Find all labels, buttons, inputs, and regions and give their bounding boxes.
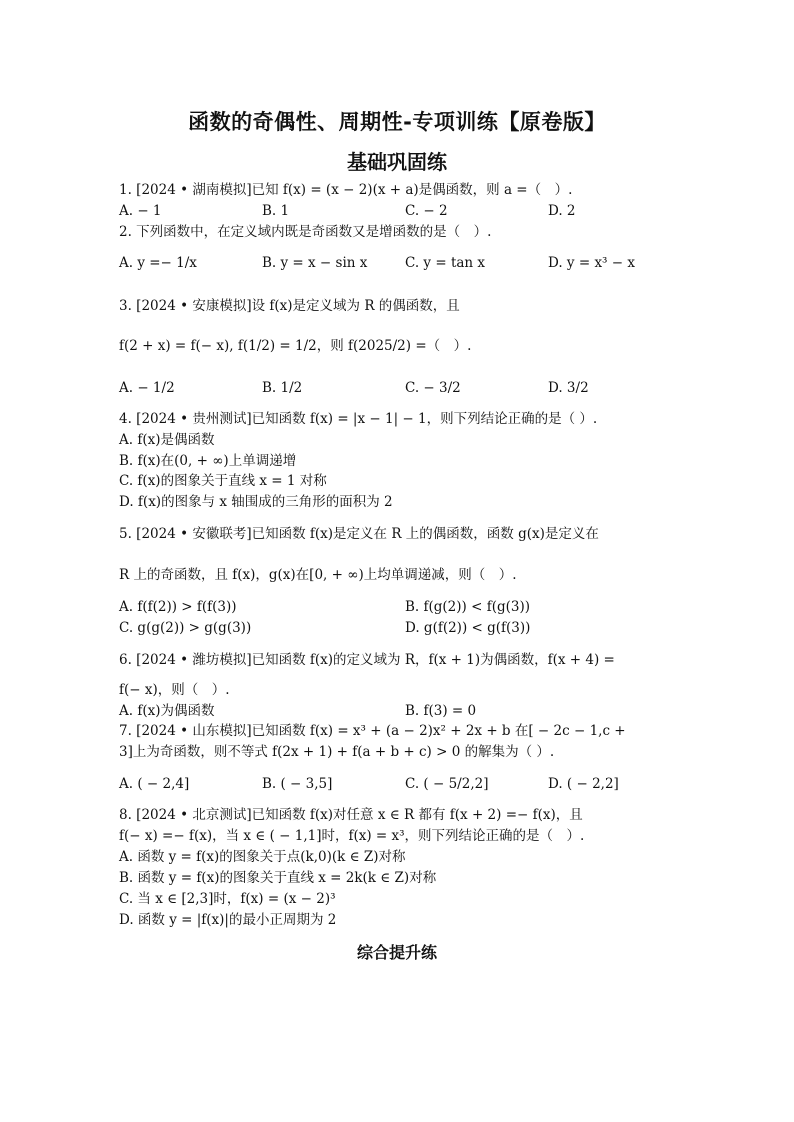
question-8-option-a: A. 函数 y = f(x)的图象关于点(k,0)(k ∈ Z)对称	[119, 849, 406, 865]
section-title-advanced: 综合提升练	[356, 943, 437, 962]
question-6-stem-line-2: f(− x)，则（ ）.	[119, 682, 230, 698]
question-4-option-b: B. f(x)在(0, + ∞)上单调递增	[119, 453, 297, 469]
page-title: 函数的奇偶性、周期性-专项训练【原卷版】	[188, 110, 606, 134]
question-1-option-c: C. − 2	[405, 203, 448, 219]
question-3-option-b: B. 1/2	[262, 380, 303, 396]
question-7-option-b: B. ( − 3,5]	[262, 776, 333, 792]
question-1-option-b: B. 1	[262, 203, 290, 219]
section-title-basic: 基础巩固练	[347, 150, 447, 174]
question-1-stem: 1. [2024 • 湖南模拟]已知 f(x) = (x − 2)(x + a)是偶函数，则 a =（ ）.	[119, 182, 573, 198]
question-7-option-c: C. ( − 5/2,2]	[405, 776, 489, 792]
question-6-option-a: A. f(x)为偶函数	[119, 703, 215, 719]
question-7-stem-line-1: 7. [2024 • 山东模拟]已知函数 f(x) = x³ + (a − 2)x² + 2x + b 在[ − 2c − 1,c +	[119, 723, 626, 739]
question-2-option-d: D. y = x³ − x	[548, 255, 635, 271]
question-5-stem-line-1: 5. [2024 • 安徽联考]已知函数 f(x)是定义在 R 上的偶函数，函数 g(x)是定义在	[119, 526, 599, 542]
question-5-option-d: D. g(f(2)) < g(f(3))	[405, 620, 531, 636]
question-8-stem-line-1: 8. [2024 • 北京测试]已知函数 f(x)对任意 x ∈ R 都有 f(x + 2) =− f(x)，且	[119, 807, 583, 823]
question-4-option-d: D. f(x)的图象与 x 轴围成的三角形的面积为 2	[119, 494, 393, 510]
question-8-option-d: D. 函数 y = |f(x)|的最小正周期为 2	[119, 912, 337, 928]
question-8-option-c: C. 当 x ∈ [2,3]时，f(x) = (x − 2)³	[119, 891, 336, 907]
question-1-option-d: D. 2	[548, 203, 576, 219]
question-3-option-d: D. 3/2	[548, 380, 589, 396]
question-4-option-a: A. f(x)是偶函数	[119, 432, 215, 448]
question-4-option-c: C. f(x)的图象关于直线 x = 1 对称	[119, 473, 327, 489]
question-3-stem-line-1: 3. [2024 • 安康模拟]设 f(x)是定义域为 R 的偶函数，且	[119, 298, 460, 314]
question-7-option-d: D. ( − 2,2]	[548, 776, 619, 792]
question-5-option-b: B. f(g(2)) < f(g(3))	[405, 599, 530, 615]
question-2-stem: 2. 下列函数中，在定义域内既是奇函数又是增函数的是（ ）.	[119, 224, 492, 240]
question-2-option-b: B. y = x − sin x	[262, 255, 368, 271]
question-7-stem-line-2: 3]上为奇函数，则不等式 f(2x + 1) + f(a + b + c) > 0 的解集为（ ）.	[119, 744, 555, 760]
question-6-stem-line-1: 6. [2024 • 潍坊模拟]已知函数 f(x)的定义域为 R，f(x + 1)为偶函数，f(x + 4) =	[119, 652, 615, 668]
question-2-option-c: C. y = tan x	[405, 255, 486, 271]
question-1-option-a: A. − 1	[119, 203, 162, 219]
question-3-option-a: A. − 1/2	[119, 380, 175, 396]
question-5-option-c: C. g(g(2)) > g(g(3))	[119, 620, 252, 636]
question-8-option-b: B. 函数 y = f(x)的图象关于直线 x = 2k(k ∈ Z)对称	[119, 870, 437, 886]
question-7-option-a: A. ( − 2,4]	[119, 776, 190, 792]
question-8-stem-line-2: f(− x) =− f(x)，当 x ∈ ( − 1,1]时，f(x) = x³，则下列结论正确的是（ ）.	[119, 828, 585, 844]
question-5-stem-line-2: R 上的奇函数，且 f(x)，g(x)在[0, + ∞)上均单调递减，则（ ）.	[119, 567, 517, 583]
question-2-option-a: A. y =− 1/x	[119, 255, 197, 271]
question-6-option-b: B. f(3) = 0	[405, 703, 477, 719]
question-5-option-a: A. f(f(2)) > f(f(3))	[119, 599, 237, 615]
question-4-stem: 4. [2024 • 贵州测试]已知函数 f(x) = |x − 1| − 1，则下列结论正确的是（ ）.	[119, 411, 598, 427]
question-3-stem-line-2: f(2 + x) = f(− x), f(1/2) = 1/2，则 f(2025/2) =（ ）.	[119, 338, 472, 354]
question-3-option-c: C. − 3/2	[405, 380, 461, 396]
